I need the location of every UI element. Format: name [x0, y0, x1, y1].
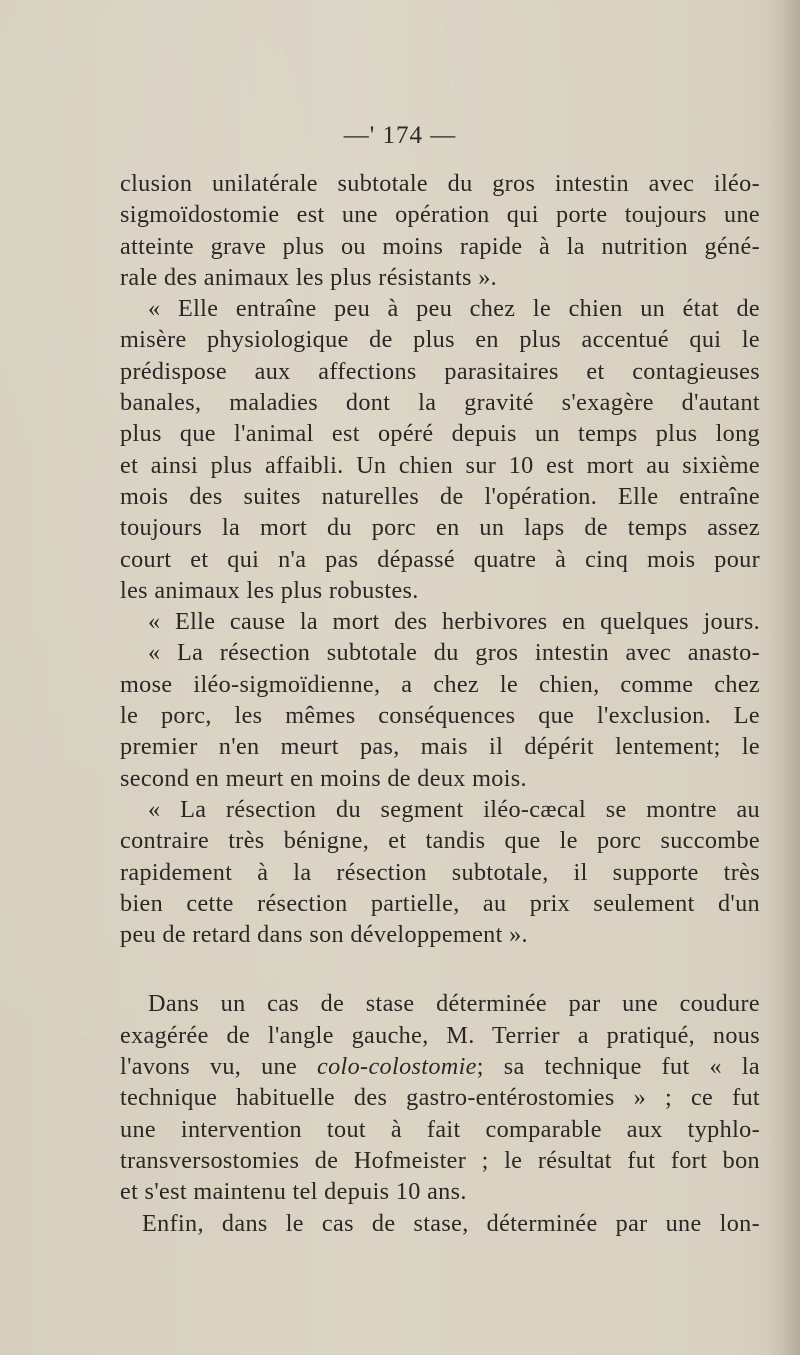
italic-term: colo-colostomie [317, 1053, 477, 1081]
text-line: toujours la mort du porc en un laps de temps assez [120, 514, 760, 542]
text-line: contraire très bénigne, et tandis que le porc succombe [120, 827, 760, 855]
text-line: « La résection subtotale du gros intestin avec anasto- [148, 639, 760, 667]
text-line: transversostomies de Hofmeister ; le résultat fut fort bon [120, 1146, 760, 1174]
text-line: prédispose aux affections parasitaires et contagieuses [120, 357, 760, 385]
text-line: Dans un cas de stase déterminée par une coudure [148, 990, 760, 1018]
text-line: mose iléo-sigmoïdienne, a chez le chien, comme chez [120, 670, 760, 698]
text-line: rale des animaux les plus résistants ». [120, 263, 498, 291]
text-line: et s'est maintenu tel depuis 10 ans. [120, 1178, 467, 1206]
text-line: misère physiologique de plus en plus accentué qui le [120, 326, 760, 354]
text-line: « Elle entraîne peu à peu chez le chien un état de [148, 295, 760, 323]
text-line: clusion unilatérale subtotale du gros intestin avec iléo- [120, 170, 760, 197]
text-line: et ainsi plus affaibli. Un chien sur 10 est mort au sixième [120, 451, 760, 479]
text-line: mois des suites naturelles de l'opération. Elle entraîne [120, 482, 760, 510]
paragraph [120, 637, 760, 793]
page-number: —' 174 — [343, 122, 457, 149]
page-edge-shadow [766, 0, 800, 1355]
text-line: bien cette résection partielle, au prix seulement d'un [120, 889, 760, 917]
text-line: les animaux les plus robustes. [120, 576, 419, 604]
text-line: exagérée de l'angle gauche, M. Terrier a pratiqué, nous [120, 1021, 760, 1049]
text-line: plus que l'animal est opéré depuis un temps plus long [120, 420, 760, 448]
text-line: peu de retard dans son développement ». [120, 921, 528, 949]
text-fragment: l'avons vu, une [120, 1053, 298, 1081]
text-line: Enfin, dans le cas de stase, déterminée par une lon- [142, 1209, 760, 1237]
text-line: atteinte grave plus ou moins rapide à la nutrition géné- [120, 232, 760, 260]
paragraph-spacer [120, 950, 760, 988]
text-line: rapidement à la résection subtotale, il supporte très [120, 858, 760, 886]
paragraph [120, 794, 760, 950]
text-line: « Elle cause la mort des herbivores en quelques jours. [148, 608, 760, 636]
paragraph [120, 168, 760, 293]
body-text [120, 168, 760, 1239]
text-line: banales, maladies dont la gravité s'exagère d'autant [120, 389, 760, 417]
text-line: une intervention tout à fait comparable aux typhlo- [120, 1115, 760, 1143]
text-line: court et qui n'a pas dépassé quatre à cinq mois pour [120, 545, 760, 573]
text-line: premier n'en meurt pas, mais il dépérit lentement; le [120, 733, 760, 761]
text-line: second en meurt en moins de deux mois. [120, 764, 527, 792]
text-line [120, 1051, 760, 1082]
text-line: technique habituelle des gastro-entérostomies » ; ce fut [120, 1084, 760, 1112]
text-line: le porc, les mêmes conséquences que l'exclusion. Le [120, 702, 760, 730]
text-line: « La résection du segment iléo-cæcal se montre au [148, 795, 760, 823]
paragraph [120, 293, 760, 606]
text-fragment: ; sa technique fut « la [476, 1053, 761, 1081]
text-line: sigmoïdostomie est une opération qui porte toujours une [120, 201, 760, 229]
paragraph [120, 988, 760, 1207]
paragraph [120, 1208, 760, 1239]
paragraph [120, 606, 760, 637]
